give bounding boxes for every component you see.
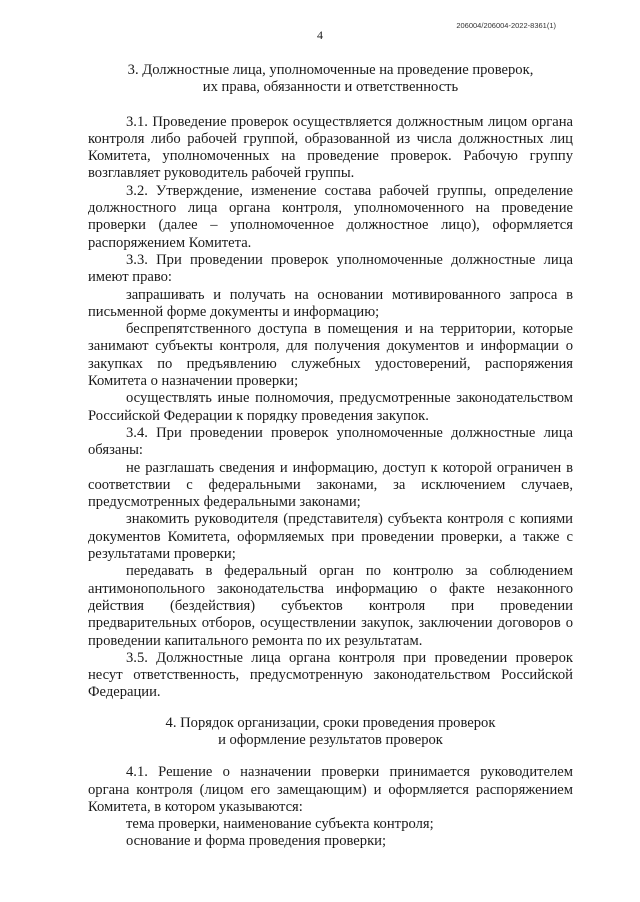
section-4-heading-line-1: 4. Порядок организации, сроки проведения проверок	[165, 714, 496, 731]
document-registration-number: 206004/206004-2022-8361(1)	[456, 21, 556, 30]
paragraph-3-4-item-3: передавать в федеральный орган по контролю за соблюдением антимонопольного законодательства информацию о факте незаконного действия (бездействия) субъектов контроля при проведении предварительных отборов, осуществлении закупок, заключении договоров о проведении капитального ремонта по их результатам.	[88, 563, 573, 649]
paragraph-4-1: 4.1. Решение о назначении проверки принимается руководителем органа контроля (лицом его замещающим) и оформляется распоряжением Комитета, в котором указываются:	[88, 764, 573, 815]
paragraph-4-1-item-1: тема проверки, наименование субъекта контроля;	[126, 816, 434, 833]
paragraph-4-1-item-2: основание и форма проведения проверки;	[126, 833, 387, 850]
paragraph-3-5: 3.5. Должностные лица органа контроля при проведении проверок несут ответственность, предусмотренную законодательством Российской Федерации.	[88, 649, 573, 701]
section-4-heading-line-2: и оформление результатов проверок	[218, 731, 443, 748]
paragraph-3-3-item-1: запрашивать и получать на основании мотивированного запроса в письменной форме документы и информацию;	[88, 286, 573, 320]
paragraph-3-1: 3.1. Проведение проверок осуществляется должностным лицом органа контроля либо рабочей группой, образованной из числа должностных лиц Комитета, уполномоченных на проведение проверок. Рабочую группу возглавляет руководитель рабочей группы.	[88, 113, 573, 182]
paragraph-3-2: 3.2. Утверждение, изменение состава рабочей группы, определение должностного лица органа контроля, уполномоченного на проведение проверки (далее – уполномоченное должностное лицо), оформляется распоряжением Комитета.	[88, 182, 573, 251]
section-4-heading	[88, 715, 573, 750]
section-3-heading-line-1: 3. Должностные лица, уполномоченные на проведение проверок,	[127, 62, 534, 78]
section-3-heading-line-2: их права, обязанности и ответственность	[202, 79, 459, 96]
document-body	[88, 62, 573, 851]
paragraph-3-3-item-3: осуществлять иные полномочия, предусмотренные законодательством Российской Федерации к порядку проведения закупок.	[88, 390, 573, 424]
paragraph-3-3-item-2: беспрепятственного доступа в помещения и на территории, которые занимают субъекты контроля, для получения документов и информации о закупках по предъявлению служебных удостоверений, распоряжения Комитета о назначении проверки;	[88, 321, 573, 390]
paragraph-3-4-item-1: не разглашать сведения и информацию, доступ к которой ограничен в соответствии с федеральными законами, за исключением случаев, предусмотренных федеральными законами;	[88, 459, 573, 511]
paragraph-3-4: 3.4. При проведении проверок уполномоченные должностные лица обязаны:	[88, 424, 573, 459]
paragraph-3-4-item-2: знакомить руководителя (представителя) субъекта контроля с копиями документов Комитета, оформляемых при проведении проверки, а также с результатами проверки;	[88, 511, 573, 563]
section-3-heading	[88, 62, 573, 97]
paragraph-3-3: 3.3. При проведении проверок уполномоченные должностные лица имеют право:	[88, 251, 573, 286]
page-number: 4	[317, 28, 323, 42]
